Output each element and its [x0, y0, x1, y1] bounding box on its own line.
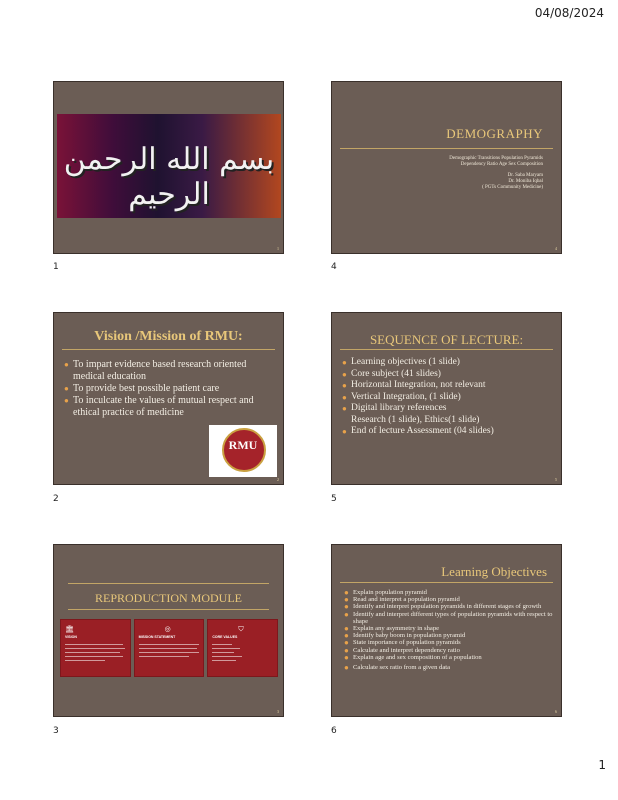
bullet-list: [342, 357, 557, 438]
list-item: ● Explain any asymmetry in shape: [344, 624, 440, 634]
slide-authors: Dr. Saba Maryam Dr. Moniba Iqbal ( PGTs Community Medicine): [482, 173, 543, 190]
list-item: ● Read and interpret a population pyramid: [344, 595, 460, 605]
slide-title: Vision /Mission of RMU:: [94, 329, 243, 344]
slide-number: 2: [277, 477, 279, 482]
list-item: ● To impart evidence based research oriented medical education: [64, 359, 247, 382]
slide-2: [53, 312, 284, 485]
list-item: ● Horizontal Integration, not relevant: [342, 380, 486, 390]
logo-text: RMU: [228, 438, 258, 452]
list-item: ● Digital library references: [342, 403, 447, 413]
slide-number: 6: [555, 709, 557, 714]
slide-title: Learning Objectives: [441, 564, 547, 579]
card-title: CORE VALUES: [212, 635, 238, 639]
slide-3: [53, 544, 284, 717]
list-item: ● Identify and interpret different types of population pyramids with respect to shape: [344, 609, 553, 625]
slide-1: [53, 81, 284, 254]
list-item: ● Learning objectives (1 slide): [342, 357, 460, 367]
slide-label: 4: [331, 262, 337, 272]
slide-label: 6: [331, 726, 337, 736]
core-values-card: [207, 619, 278, 677]
list-item: ● To inculcate the values of mutual respect and ethical practice of medicine: [64, 395, 254, 418]
list-item-continuation: Research (1 slide), Ethics(1 slide): [351, 414, 480, 425]
slide-label: 3: [53, 726, 59, 736]
list-item: ● Identify baby boom in population pyramid: [344, 631, 466, 641]
slide-5: [331, 312, 562, 485]
title-divider: [68, 583, 269, 584]
card-title: VISION: [65, 635, 77, 639]
card-title: MISSION STATEMENT: [138, 635, 176, 639]
slide-4: [331, 81, 562, 254]
slide-subtitle: Demographic Transitions Population Pyramids Dependency Ratio Age Sex Composition: [449, 156, 543, 167]
slide-title: SEQUENCE OF LECTURE:: [369, 332, 524, 347]
title-divider: [62, 349, 275, 350]
slide-6: [331, 544, 562, 717]
slide-label: 5: [331, 494, 337, 504]
list-item: ● Vertical Integration, (1 slide): [342, 391, 461, 402]
slide-label: 2: [53, 494, 59, 504]
rmu-logo: [209, 425, 277, 477]
title-divider: [68, 609, 269, 610]
print-date: 04/08/2024: [534, 6, 604, 20]
slide-number: 4: [555, 246, 557, 251]
shield-icon: ⛉: [238, 625, 244, 633]
title-divider: [340, 349, 553, 350]
vision-card: [60, 619, 131, 677]
title-divider: [340, 582, 553, 583]
list-item: ● Explain population pyramid: [344, 588, 427, 597]
bullet-list: [64, 359, 274, 419]
slide-number: 5: [555, 477, 557, 482]
mission-card: [134, 619, 205, 677]
slide-title: REPRODUCTION MODULE: [95, 591, 242, 605]
building-icon: 🏛: [65, 625, 74, 633]
list-item: ● Identify and interpret population pyramids in different stages of growth: [344, 602, 542, 612]
target-icon: ◎: [164, 625, 171, 633]
list-item: ● To provide best possible patient care: [64, 383, 220, 394]
card-row: [60, 619, 278, 677]
list-item: ● Explain age and sex composition of a population: [344, 652, 482, 662]
calligraphy-banner: [57, 114, 281, 218]
page-number: 1: [598, 758, 606, 772]
list-item: ● Calculate and interpret dependency ratio: [344, 645, 460, 655]
bullet-list: [344, 589, 554, 671]
list-item: ● End of lecture Assessment (04 slides): [342, 426, 494, 436]
slide-label: 1: [53, 262, 59, 272]
list-item: ● Calculate sex ratio from a given data: [344, 663, 451, 673]
slide-title: DEMOGRAPHY: [446, 126, 543, 141]
list-item: ● Core subject (41 slides): [342, 368, 441, 379]
slide-number: 1: [277, 246, 279, 251]
title-divider: [340, 148, 553, 149]
list-item: ● State importance of population pyramids: [344, 638, 461, 648]
slide-number: 3: [277, 709, 279, 714]
calligraphy-text: بسم الله الرحمن الرحيم: [63, 142, 275, 212]
